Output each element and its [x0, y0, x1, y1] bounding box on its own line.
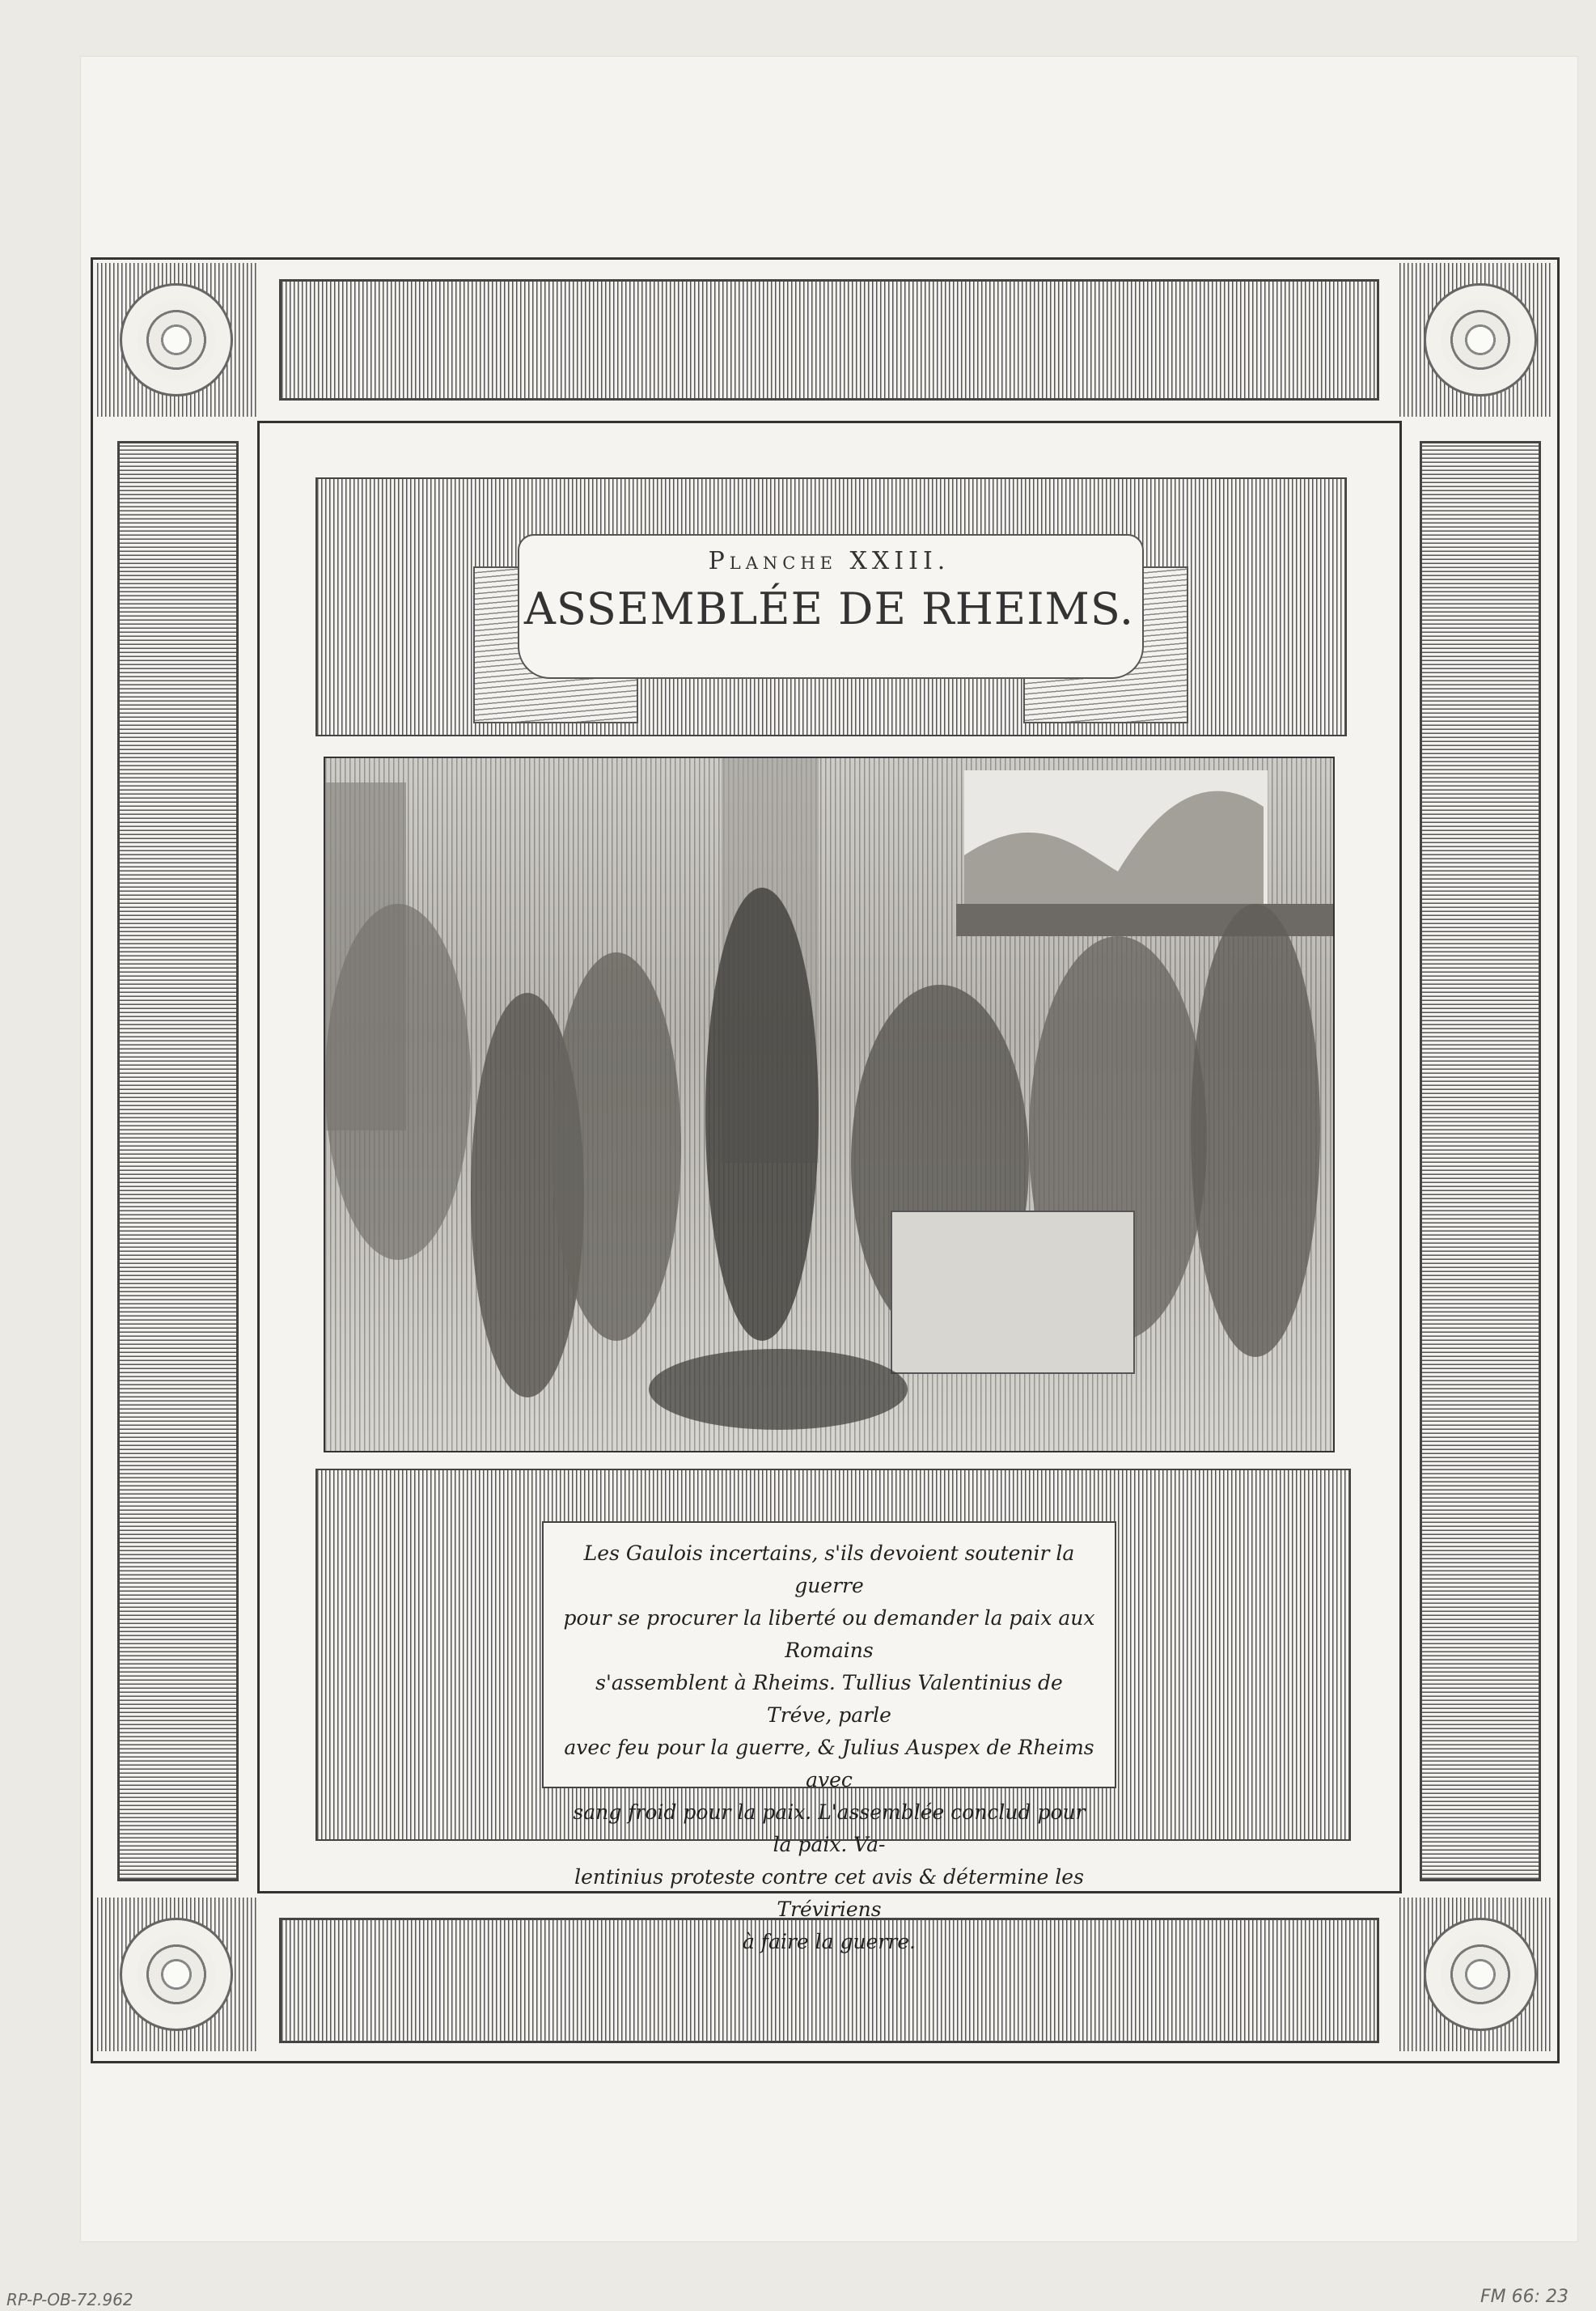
plate-number: Planche XXIII.	[708, 547, 950, 575]
caption-line: Les Gaulois incertains, s'ils devoient soutenir la guerre	[583, 1541, 1075, 1597]
caption-line: s'assemblent à Rheims. Tullius Valentinius de Tréve, parle	[595, 1671, 1063, 1727]
inventory-number: RP-P-OB-72.962	[6, 2290, 133, 2309]
rosette-icon	[120, 1918, 233, 2031]
caption-line: pour se procurer la liberté ou demander la paix aux Romains	[563, 1606, 1095, 1662]
rosette-icon	[120, 283, 233, 396]
caption-text	[542, 1521, 1116, 1953]
caption-line: lentinius proteste contre cet avis & détermine les Tréviriens	[574, 1865, 1084, 1921]
right-band	[1420, 441, 1541, 1881]
rosette-icon	[1424, 1918, 1537, 2031]
title-block	[518, 547, 1141, 634]
left-band	[117, 441, 239, 1881]
caption-line: avec feu pour la guerre, & Julius Auspex de Rheims avec	[564, 1736, 1094, 1792]
scene-figures	[325, 758, 1335, 1452]
collection-mark: FM 66: 23	[1480, 2287, 1569, 2307]
caption-line: à faire la guerre.	[742, 1930, 917, 1953]
caption-line: sang froid pour la paix. L'assemblée conclud pour la paix. Va-	[573, 1800, 1086, 1856]
rosette-icon	[1424, 283, 1537, 396]
top-band	[279, 279, 1379, 401]
engraved-scene	[324, 757, 1335, 1452]
plate-title: ASSEMBLÉE DE RHEIMS.	[523, 583, 1135, 634]
